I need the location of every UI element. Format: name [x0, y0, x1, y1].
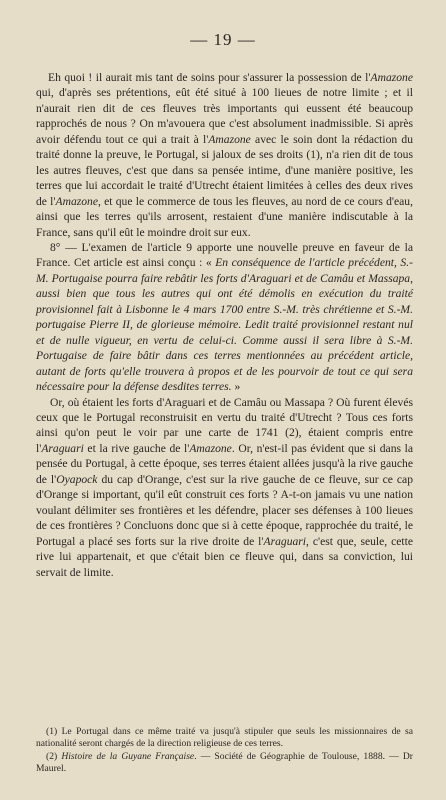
text-run: qui, d'après ses prétentions, eût été situé à 100 lieues de notre limite ; et il n'aurait rien dit de ces fleuves très importants qui eussent été beaucoup rapprochés de nous ? On m'avouera que c'est absolument inadmissible. Si après avoir défendu tout ce qui a trait à l' [36, 86, 413, 146]
text-run: (1) Le Portugal dans ce même traité va jusqu'à stipuler que seuls les missionnaires de sa nationalité seront chargés de la direction religieuse de ces terres. [36, 726, 413, 750]
italic-text: Histoire de la Guyane Française [61, 750, 195, 762]
text-run: , c'est que, seule, cette rive lui appartenait, et que c'était bien ce fleuve qui, dans sa conviction, lui servait de limite. [36, 534, 413, 579]
text-run: Or, où étaient les forts d'Araguari et de Camâu ou Massapa ? Où furent élevés ceux que le Portugal reconstruisit en vertu du traité d'Utrecht ? Tous ces forts ainsi qu'on peut le voir par une carte de 1741 (2), étaient compris entre l' [36, 395, 413, 455]
italic-text: Oyapock [56, 472, 98, 486]
paragraph-1 [36, 70, 413, 240]
text-run: Eh quoi ! il aurait mis tant de soins pour s'assurer la possession de l' [48, 71, 371, 84]
italic-text: Araguari [263, 534, 307, 548]
italic-text: Araguari [41, 441, 84, 455]
text-run: , et que le commerce de tous les fleuves, au nord de ce cours d'eau, ainsi que les terres qu'ils arrosent, restaient d'une manière indiscutable à la France, sans qu'il eût le moindre droit sur eux. [36, 194, 413, 239]
text-run: 8° — L'examen de l'article 9 apporte une nouvelle preuve en faveur de la France. Cet article est ainsi conçu : « [36, 240, 413, 270]
italic-text: Amazone [208, 132, 251, 146]
page-number: — 19 — [190, 30, 256, 49]
text-run: (2) [46, 750, 62, 762]
italic-text: Amazone [189, 441, 232, 455]
footnote-2 [36, 751, 413, 776]
text-run: . Or, n'est-il pas évident que si dans la pensée du Portugal, à cette époque, ses terres étaient allées jusqu'à la rive gauche de l' [36, 441, 413, 486]
italic-text: Amazone [55, 194, 99, 208]
text-run: et la rive gauche de l' [83, 441, 190, 455]
paragraph-3 [36, 395, 413, 580]
paragraph-2 [36, 240, 413, 395]
text-run: avec le soin dont la rédaction du traité donne la preuve, le Portugal, si jaloux de ses droits (1), n'a rien dit de tous les autres fleuves, c'est que dans sa pensée intime, d'une manière positive, les terres que lui accordait le traité d'Utrecht étaient limitées à celles des deux rives de l' [36, 132, 414, 208]
text-run: » [231, 380, 241, 394]
italic-text: Amazone [370, 71, 413, 84]
text-run: du cap d'Orange, c'est sur la rive gauche de ce fleuve, sur ce cap d'Orange si important, qu'il eût construit ces forts ? A-t-on jamais vu une nation voulant délimiter ses frontières et les défendre, placer ses défenses à 100 lieues de ces frontières ? Concluons donc que si à cette époque, rapprochée du traité, le Portugal a placé ses forts sur la rive droite de l' [36, 472, 413, 548]
body-text [36, 70, 413, 580]
italic-text: En conséquence de l'article précédent, S.-M. Portugaise pourra faire rebâtir les forts d'Araguari et de Camâu et Massapa, aussi bien que tous les autres qui ont été démolis en exécution du traité provisionnel fait à Lisbonne le 4 mars 1700 entre S.-M. très chrétienne et S.-M. portugaise Pierre II, de glorieuse mémoire. Ledit traité provisionnel restant nul et de nulle vigueur, en vertu de celui-ci. Comme aussi il sera libre à S.-M. Portugaise de faire bâtir dans ces terres mentionnées au précédent article, autant de forts qu'elle trouvera à propos et de les pourvoir de tout ce qui sera nécessaire pour la défense desdites terres. [36, 256, 413, 394]
footnote-1 [36, 726, 413, 751]
text-run: . — Société de Géographie de Toulouse, 1888. — Dr Maurel. [36, 750, 413, 775]
footnotes [36, 726, 413, 776]
